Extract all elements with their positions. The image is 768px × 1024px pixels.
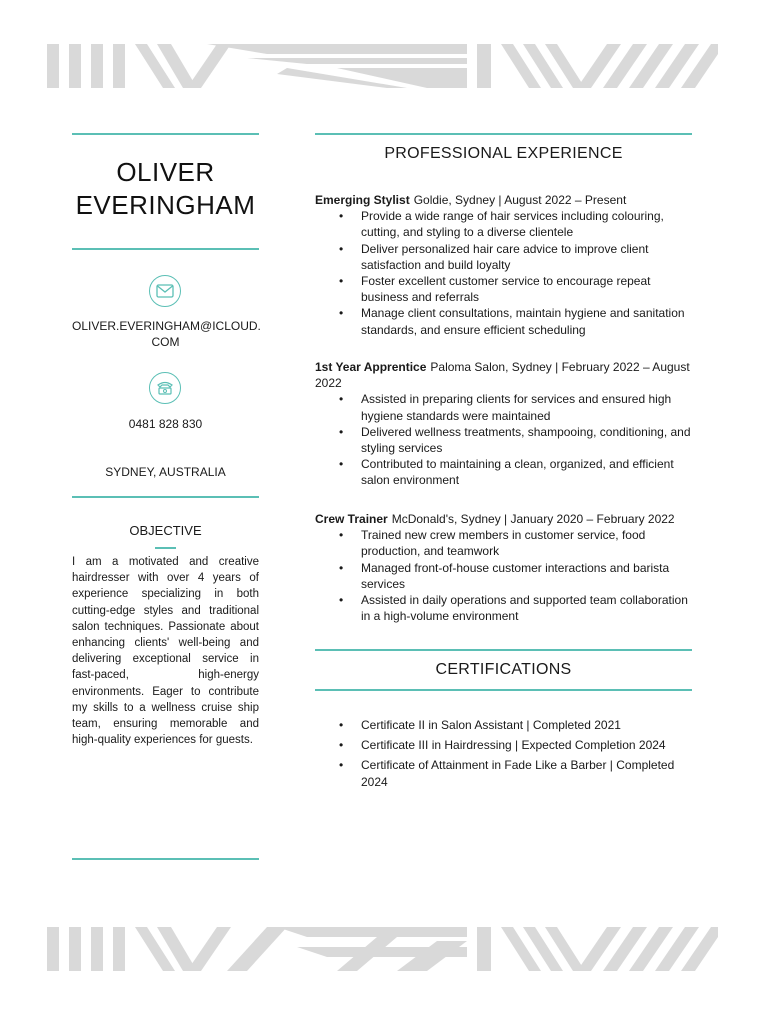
experience-heading: PROFESSIONAL EXPERIENCE (384, 145, 623, 162)
footer-stripe-band (47, 927, 718, 971)
cert-bullets (315, 717, 691, 790)
job-role: Emerging Stylist (315, 193, 410, 207)
job-detail: Goldie, Sydney | August 2022 – Present (413, 193, 627, 207)
name-last: EVERINGHAM (75, 190, 256, 220)
header-stripe-band (47, 44, 718, 88)
location: SYDNEY, AUSTRALIA (105, 465, 226, 479)
job-header (315, 511, 691, 527)
email-line-1: OLIVER.EVERINGHAM@ICLOUD. (72, 319, 261, 333)
list-item: • Delivered wellness treatments, shampooing, conditioning, and styling services (361, 424, 691, 456)
list-item: • Foster excellent customer service to encourage repeat business and referrals (361, 273, 691, 305)
list-item: • Certificate of Attainment in Fade Like a Barber | Completed 2024 (361, 757, 691, 789)
email-address[interactable] (72, 318, 259, 350)
list-item: • Assisted in preparing clients for services and ensured high hygiene standards were maintained (361, 391, 691, 423)
left-top-divider (72, 133, 259, 135)
envelope-icon (149, 275, 181, 307)
phone-number[interactable]: 0481 828 830 (128, 417, 203, 431)
list-item: • Trained new crew members in customer service, food production, and teamwork (361, 527, 691, 559)
candidate-name (72, 156, 259, 222)
job-entry (315, 192, 691, 338)
list-item: • Deliver personalized hair care advice to improve client satisfaction and build loyalty (361, 241, 691, 273)
list-item: • Certificate II in Salon Assistant | Completed 2021 (361, 717, 691, 733)
email-line-2: COM (151, 335, 180, 349)
job-bullets (315, 208, 691, 338)
list-item: • Certificate III in Hairdressing | Expected Completion 2024 (361, 737, 691, 753)
left-name-divider (72, 248, 259, 250)
certifications-heading: CERTIFICATIONS (435, 661, 572, 678)
job-bullets (315, 391, 691, 488)
certifications-top-divider (315, 649, 692, 651)
telephone-icon (149, 372, 181, 404)
objective-text: I am a motivated and creative hairdresser with over 4 years of experience specializing in both cutting-edge styles and traditional salon techniques. Passionate about enhancing clients' well-being and delivering exceptional service in fast-paced, high-energy environments. Eager to contribute my skills to a wellness cruise ship team, ensuring memorable and high-quality experiences for guests. (72, 556, 259, 747)
job-entry (315, 511, 691, 624)
objective-underline (155, 547, 176, 549)
name-first: OLIVER (116, 157, 215, 187)
certifications-bottom-divider (315, 689, 692, 691)
job-detail: Paloma Salon, Sydney | February 2022 – August 2022 (315, 360, 690, 391)
job-header (315, 192, 691, 208)
job-header (315, 359, 691, 391)
list-item: • Provide a wide range of hair services including colouring, cutting, and styling to a diverse clientele (361, 208, 691, 240)
job-role: 1st Year Apprentice (315, 360, 427, 374)
list-item: • Manage client consultations, maintain hygiene and sanitation standards, and ensure efficient scheduling (361, 305, 691, 337)
list-item: • Contributed to maintaining a clean, organized, and efficient salon environment (361, 456, 691, 488)
left-contact-divider (72, 496, 259, 498)
experience-top-divider (315, 133, 692, 135)
list-item: • Managed front-of-house customer interactions and barista services (361, 560, 691, 592)
certifications-list (315, 717, 691, 794)
objective-heading: OBJECTIVE (129, 523, 202, 538)
job-detail: McDonald's, Sydney | January 2020 – February 2022 (391, 512, 675, 526)
list-item: • Assisted in daily operations and supported team collaboration in a high-volume environment (361, 592, 691, 624)
left-bottom-divider (72, 858, 259, 860)
job-entry (315, 359, 691, 489)
job-bullets (315, 527, 691, 624)
job-role: Crew Trainer (315, 512, 388, 526)
